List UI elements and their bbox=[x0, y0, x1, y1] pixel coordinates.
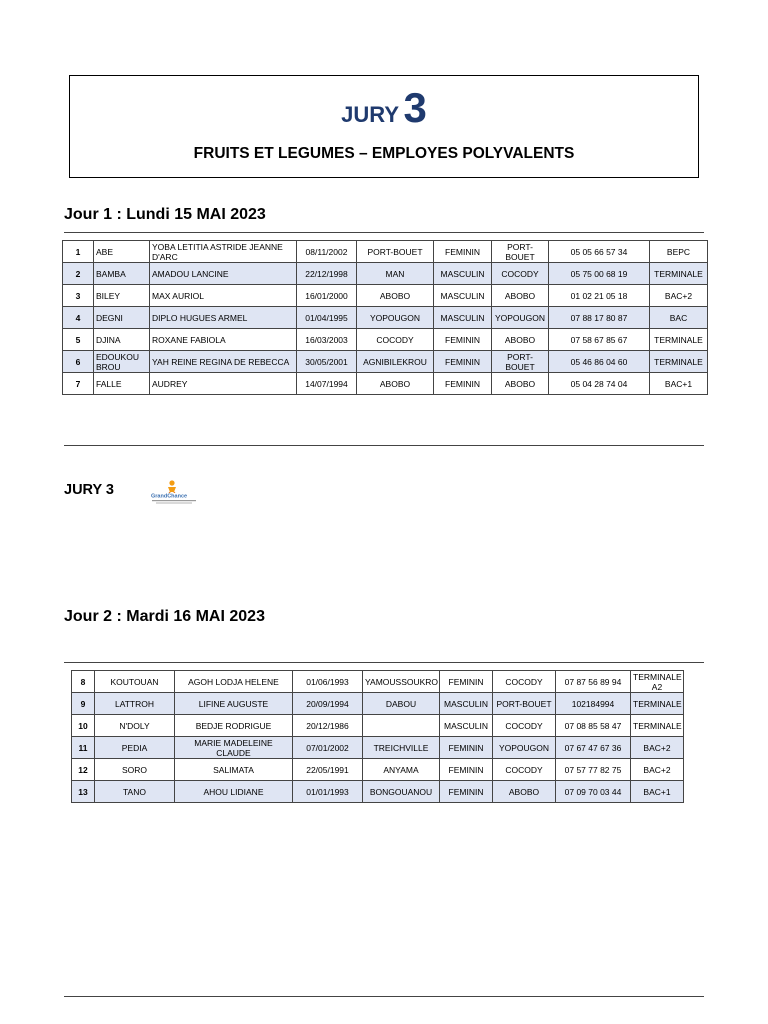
table-cell: ABOBO bbox=[493, 781, 556, 803]
jury-number: 3 bbox=[403, 84, 427, 131]
divider bbox=[64, 445, 704, 446]
table-cell: LIFINE AUGUSTE bbox=[175, 693, 293, 715]
table-cell: BAC bbox=[650, 307, 708, 329]
table-cell: FEMININ bbox=[440, 759, 493, 781]
table-cell: 102184994 bbox=[556, 693, 631, 715]
table-cell: 05 05 66 57 34 bbox=[549, 241, 650, 263]
table-cell: ABOBO bbox=[357, 285, 434, 307]
table-cell: PORT-BOUET bbox=[492, 241, 549, 263]
table-cell: YOPOUGON bbox=[357, 307, 434, 329]
table-cell: BAC+2 bbox=[631, 737, 684, 759]
table-cell: BAMBA bbox=[94, 263, 150, 285]
table-cell: COCODY bbox=[493, 759, 556, 781]
day1-candidates-table bbox=[62, 240, 708, 395]
table-cell: 16/03/2003 bbox=[297, 329, 357, 351]
table-cell: 16/01/2000 bbox=[297, 285, 357, 307]
table-cell: FEMININ bbox=[434, 373, 492, 395]
table-cell: BEDJE RODRIGUE bbox=[175, 715, 293, 737]
table-cell: TANO bbox=[95, 781, 175, 803]
table-cell: 07 58 67 85 67 bbox=[549, 329, 650, 351]
jury-title bbox=[70, 84, 698, 132]
table-cell: FALLE bbox=[94, 373, 150, 395]
table-cell: 08/11/2002 bbox=[297, 241, 357, 263]
table-cell: ANYAMA bbox=[363, 759, 440, 781]
logo-text: GrandChance bbox=[151, 493, 188, 500]
table-cell: 2 bbox=[63, 263, 94, 285]
jury-word: JURY bbox=[341, 102, 400, 127]
table-row bbox=[63, 285, 708, 307]
table-cell: ABOBO bbox=[492, 285, 549, 307]
table-cell: AGNIBILEKROU bbox=[357, 351, 434, 373]
table-cell: MASCULIN bbox=[440, 715, 493, 737]
table-cell: MASCULIN bbox=[440, 693, 493, 715]
jury-header-box bbox=[69, 75, 699, 178]
table-cell: LATTROH bbox=[95, 693, 175, 715]
table-cell: 8 bbox=[72, 671, 95, 693]
table-row bbox=[72, 781, 684, 803]
divider bbox=[64, 232, 704, 233]
table-cell: 07 57 77 82 75 bbox=[556, 759, 631, 781]
table-row bbox=[72, 737, 684, 759]
table-cell: YOBA LETITIA ASTRIDE JEANNE D'ARC bbox=[150, 241, 297, 263]
table-row bbox=[63, 263, 708, 285]
table-cell: TERMINALE bbox=[650, 351, 708, 373]
day1-title: Jour 1 : Lundi 15 MAI 2023 bbox=[64, 206, 266, 223]
table-cell: MASCULIN bbox=[434, 307, 492, 329]
table-cell: ROXANE FABIOLA bbox=[150, 329, 297, 351]
table-cell: BEPC bbox=[650, 241, 708, 263]
table-cell: 7 bbox=[63, 373, 94, 395]
table-cell: AGOH LODJA HELENE bbox=[175, 671, 293, 693]
table-cell: BAC+2 bbox=[650, 285, 708, 307]
table-cell: 12 bbox=[72, 759, 95, 781]
table-cell: DEGNI bbox=[94, 307, 150, 329]
table-cell: ABOBO bbox=[492, 373, 549, 395]
table-cell: TERMINALE A2 bbox=[631, 671, 684, 693]
table-cell: YOPOUGON bbox=[493, 737, 556, 759]
table-cell: BAC+2 bbox=[631, 759, 684, 781]
table-cell: 20/12/1986 bbox=[293, 715, 363, 737]
table-cell: 4 bbox=[63, 307, 94, 329]
table-cell: 07 08 85 58 47 bbox=[556, 715, 631, 737]
table-cell: FEMININ bbox=[434, 329, 492, 351]
table-cell: SALIMATA bbox=[175, 759, 293, 781]
table-cell: 07 88 17 80 87 bbox=[549, 307, 650, 329]
day2-title: Jour 2 : Mardi 16 MAI 2023 bbox=[64, 608, 265, 625]
table-row bbox=[63, 373, 708, 395]
table-row bbox=[63, 351, 708, 373]
table-cell: 9 bbox=[72, 693, 95, 715]
table-cell: 6 bbox=[63, 351, 94, 373]
table-cell: 01/01/1993 bbox=[293, 781, 363, 803]
table-cell: AUDREY bbox=[150, 373, 297, 395]
divider bbox=[64, 996, 704, 997]
table-cell: COCODY bbox=[493, 715, 556, 737]
table-cell: FEMININ bbox=[440, 781, 493, 803]
table-cell: MASCULIN bbox=[434, 285, 492, 307]
table-cell: 05 75 00 68 19 bbox=[549, 263, 650, 285]
table-cell: PEDIA bbox=[95, 737, 175, 759]
footer-jury-label: JURY 3 bbox=[64, 482, 114, 498]
table-cell: PORT-BOUET bbox=[493, 693, 556, 715]
table-row bbox=[72, 693, 684, 715]
day2-candidates-table bbox=[71, 670, 684, 803]
table-cell: 22/12/1998 bbox=[297, 263, 357, 285]
table-row bbox=[63, 329, 708, 351]
table-cell: ABOBO bbox=[492, 329, 549, 351]
table-cell: 13 bbox=[72, 781, 95, 803]
section-subtitle: FRUITS ET LEGUMES – EMPLOYES POLYVALENTS bbox=[193, 145, 575, 162]
table-cell: 10 bbox=[72, 715, 95, 737]
table-row bbox=[72, 759, 684, 781]
table-cell: YAMOUSSOUKRO bbox=[363, 671, 440, 693]
table-cell: 07/01/2002 bbox=[293, 737, 363, 759]
table-cell: MAX AURIOL bbox=[150, 285, 297, 307]
table-cell: TERMINALE bbox=[631, 693, 684, 715]
table-cell: DABOU bbox=[363, 693, 440, 715]
table-cell: 20/09/1994 bbox=[293, 693, 363, 715]
table-cell: 07 09 70 03 44 bbox=[556, 781, 631, 803]
table-cell: PORT-BOUET bbox=[357, 241, 434, 263]
divider bbox=[64, 662, 704, 663]
table-cell: 22/05/1991 bbox=[293, 759, 363, 781]
table-cell: 05 04 28 74 04 bbox=[549, 373, 650, 395]
table-cell: KOUTOUAN bbox=[95, 671, 175, 693]
table-cell: 05 46 86 04 60 bbox=[549, 351, 650, 373]
table-cell: 5 bbox=[63, 329, 94, 351]
table-cell: COCODY bbox=[492, 263, 549, 285]
table-cell: BONGOUANOU bbox=[363, 781, 440, 803]
grande-chance-logo-icon bbox=[148, 478, 200, 506]
table-cell: AMADOU LANCINE bbox=[150, 263, 297, 285]
table-cell: 01/06/1993 bbox=[293, 671, 363, 693]
table-cell: BAC+1 bbox=[631, 781, 684, 803]
table-row bbox=[72, 671, 684, 693]
table-cell: TREICHVILLE bbox=[363, 737, 440, 759]
table-cell: EDOUKOU BROU bbox=[94, 351, 150, 373]
table-cell bbox=[363, 715, 440, 737]
table-cell: TERMINALE bbox=[631, 715, 684, 737]
table-cell: FEMININ bbox=[440, 671, 493, 693]
table-cell: ABE bbox=[94, 241, 150, 263]
table-cell: SORO bbox=[95, 759, 175, 781]
table-cell: 01 02 21 05 18 bbox=[549, 285, 650, 307]
table-cell: COCODY bbox=[493, 671, 556, 693]
table-cell: 30/05/2001 bbox=[297, 351, 357, 373]
table-cell: YOPOUGON bbox=[492, 307, 549, 329]
table-cell: YAH REINE REGINA DE REBECCA bbox=[150, 351, 297, 373]
table-cell: MAN bbox=[357, 263, 434, 285]
table-cell: MARIE MADELEINE CLAUDE bbox=[175, 737, 293, 759]
table-cell: DIPLO HUGUES ARMEL bbox=[150, 307, 297, 329]
table-cell: DJINA bbox=[94, 329, 150, 351]
table-cell: 07 67 47 67 36 bbox=[556, 737, 631, 759]
table-cell: AHOU LIDIANE bbox=[175, 781, 293, 803]
table-row bbox=[63, 241, 708, 263]
table-cell: TERMINALE bbox=[650, 329, 708, 351]
table-cell: PORT-BOUET bbox=[492, 351, 549, 373]
table-cell: ABOBO bbox=[357, 373, 434, 395]
table-cell: 14/07/1994 bbox=[297, 373, 357, 395]
table-cell: COCODY bbox=[357, 329, 434, 351]
table-row bbox=[63, 307, 708, 329]
table-cell: MASCULIN bbox=[434, 263, 492, 285]
table-cell: 1 bbox=[63, 241, 94, 263]
table-row bbox=[72, 715, 684, 737]
table-cell: 01/04/1995 bbox=[297, 307, 357, 329]
table-cell: FEMININ bbox=[440, 737, 493, 759]
table-cell: TERMINALE bbox=[650, 263, 708, 285]
table-cell: FEMININ bbox=[434, 241, 492, 263]
table-cell: 11 bbox=[72, 737, 95, 759]
table-cell: FEMININ bbox=[434, 351, 492, 373]
table-cell: BILEY bbox=[94, 285, 150, 307]
table-cell: 07 87 56 89 94 bbox=[556, 671, 631, 693]
table-cell: BAC+1 bbox=[650, 373, 708, 395]
table-cell: 3 bbox=[63, 285, 94, 307]
table-cell: N'DOLY bbox=[95, 715, 175, 737]
